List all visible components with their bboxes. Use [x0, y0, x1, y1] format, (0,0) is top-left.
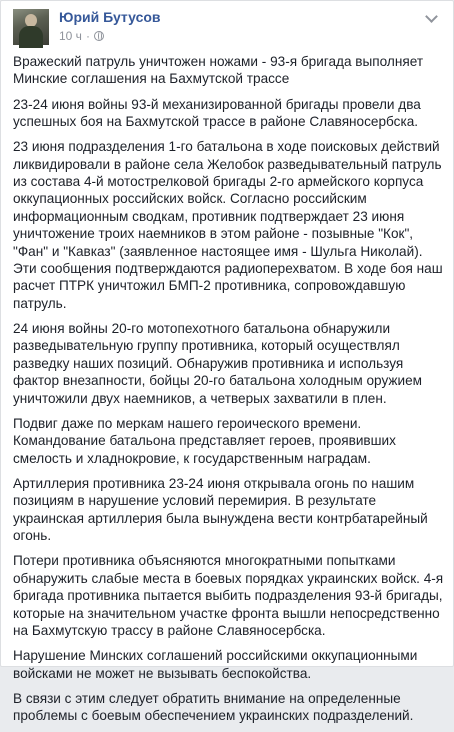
- globe-icon: [94, 31, 104, 41]
- post-paragraph: Подвиг даже по меркам нашего героического времени. Командование батальона представляет героев, проявивших смелость и хладнокровие, к государственным наградам.: [13, 415, 396, 466]
- avatar-body: [19, 26, 43, 48]
- author-name[interactable]: Юрий Бутусов: [59, 9, 161, 25]
- post-paragraph: Вражеский патруль уничтожен ножами - 93-я бригада выполняет Минские соглашения на Бахмутской трассе: [13, 54, 424, 87]
- post-body: [13, 53, 445, 732]
- post-meta: [59, 29, 104, 43]
- post-header: [13, 9, 441, 45]
- post-paragraph: 24 июня войны 20-го мотопехотного батальона обнаружили разведывательную группу противника, который осуществлял разведку наших позиций. Обнаружив противника и используя фактор внезапности, бойцы 20-го батальона холодным оружием уничтожили двух наемников, а четверых захватили в плен.: [13, 321, 422, 406]
- post-paragraph: В связи с этим следует обратить внимание на определенные проблемы с боевым обеспечением украинских подразделений.: [13, 690, 414, 724]
- post-paragraph: 23-24 июня войны 93-й механизированной бригады провели два успешных боя на Бахмутской трассе в районе Славяносербска.: [13, 96, 421, 130]
- avatar[interactable]: [13, 9, 49, 45]
- post-paragraph: Артиллерия противника 23-24 июня открывала огонь по нашим позициям в нарушение условий перемирия. В результате украинская артиллерия была вынуждена вести контрбатарейный огонь.: [13, 475, 428, 544]
- chevron-down-icon[interactable]: [423, 11, 439, 25]
- post-paragraph: 23 июня подразделения 1-го батальона в ходе поисковых действий ликвидировали в районе села Желобок разведывательный патруль из состава 4-й мотострелковой бригады 2-го армейского корпуса оккупационных российских войск. Согласно российским информационным сводкам, противник подтверждает 23 июня уничтожение троих наемников в этом районе - позывные "Кок", "Фан" и "Кавказ" (заявленное настоящее имя - Шульга Николай). Эти сообщения подтверждаются радиоперехватом. В ходе боя наш расчет ПТРК уничтожил БМП-2 противника, сопровождавшую патруль.: [13, 139, 443, 311]
- post-paragraph: Потери противника объясняются многократными попытками обнаружить слабые места в боевых порядках украинских войск. 4-я бригада противника пытается выбить подразделения 93-й бригады, которые на значительном участке фронта вышли непосредственно на Бахмутскую трассу в районе Славяносербска.: [13, 553, 444, 638]
- meta-separator: ·: [85, 29, 90, 43]
- post-timestamp[interactable]: 10 ч: [59, 29, 82, 43]
- post-paragraph: Нарушение Минских соглашений российскими оккупационными войсками не может не вызывать беспокойства.: [13, 648, 418, 681]
